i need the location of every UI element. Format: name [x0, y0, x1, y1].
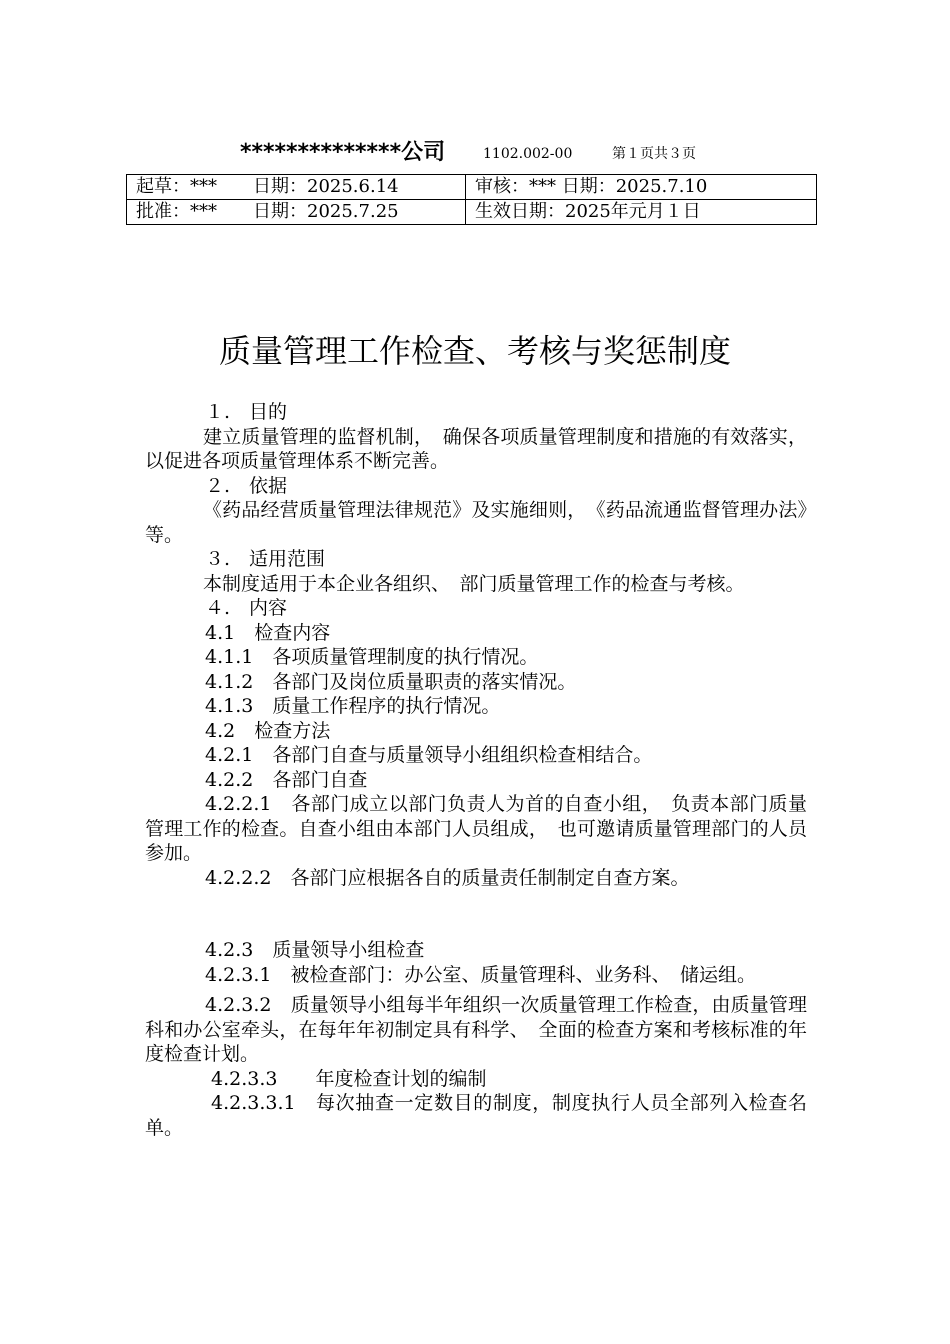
document-body	[145, 400, 807, 1140]
drafted-cell: 起草：*** 日期：2025.6.14	[127, 175, 466, 200]
approval-row	[127, 200, 817, 225]
document-title: 质量管理工作检查、考核与奖惩制度	[218, 332, 731, 370]
item-4-2-2-1: 4.2.2.1 各部门成立以部门负责人为首的自查小组， 负责本部门质量管理工作的检查。自查小组由本部门人员组成， 也可邀请质量管理部门的人员参加。	[145, 793, 807, 864]
reviewed-cell: 审核：*** 日期：2025.7.10	[466, 175, 817, 200]
item-4-2-3-1: 4.2.3.1 被检查部门：办公室、质量管理科、业务科、 储运组。	[205, 963, 756, 986]
item-4-1-1: 4.1.1 各项质量管理制度的执行情况。	[205, 646, 539, 668]
item-4-2-2-2: 4.2.2.2 各部门应根据各自的质量责任制制定自查方案。	[205, 866, 690, 889]
item-4-2-3-3-1: 4.2.3.3.1 每次抽查一定数目的制度，制度执行人员全部列入检查名单。	[145, 1092, 807, 1139]
page-info: 第１页共３页	[612, 146, 696, 162]
document-number: 1102.002-00	[483, 146, 573, 162]
section-heading-purpose: １. 目的	[205, 401, 288, 423]
section-text-scope: 本制度适用于本企业各组织、 部门质量管理工作的检查与考核。	[203, 572, 745, 595]
approved-cell: 批准：*** 日期：2025.7.25	[127, 200, 466, 225]
effective-date-cell: 生效日期：2025年元月１日	[466, 200, 817, 225]
item-4-2-3-2: 4.2.3.2 质量领导小组每半年组织一次质量管理工作检查，由质量管理科和办公室牵头，在每年年初制定具有科学、 全面的检查方案和考核标准的年度检查计划。	[145, 994, 807, 1065]
subsection-4-1: 4.1 检查内容	[205, 621, 331, 644]
item-4-2-3-3: 4.2.3.3 年度检查计划的编制	[211, 1067, 487, 1090]
section-text-basis: 《药品经营质量管理法律规范》及实施细则， 《药品流通监督管理办法》等。	[145, 499, 807, 546]
company-name: **************公司	[240, 140, 446, 165]
section-heading-basis: ２. 依据	[205, 474, 288, 497]
subsection-4-2: 4.2 检查方法	[205, 719, 331, 742]
item-4-1-3: 4.1.3 质量工作程序的执行情况。	[205, 695, 501, 717]
item-4-2-2: 4.2.2 各部门自查	[205, 768, 368, 791]
approval-table	[126, 174, 817, 225]
section-heading-scope: ３. 适用范围	[205, 548, 326, 570]
document-header	[0, 138, 950, 168]
item-4-2-1: 4.2.1 各部门自查与质量领导小组组织检查相结合。	[205, 744, 653, 766]
paragraph-gap	[145, 890, 807, 938]
section-text-purpose: 建立质量管理的监督机制， 确保各项质量管理制度和措施的有效落实，以促进各项质量管理体系不断完善。	[145, 425, 807, 472]
approval-row	[127, 175, 817, 200]
item-4-2-3: 4.2.3 质量领导小组检查	[205, 939, 425, 961]
item-4-1-2: 4.1.2 各部门及岗位质量职责的落实情况。	[205, 670, 577, 693]
section-heading-content: ４. 内容	[205, 597, 288, 619]
